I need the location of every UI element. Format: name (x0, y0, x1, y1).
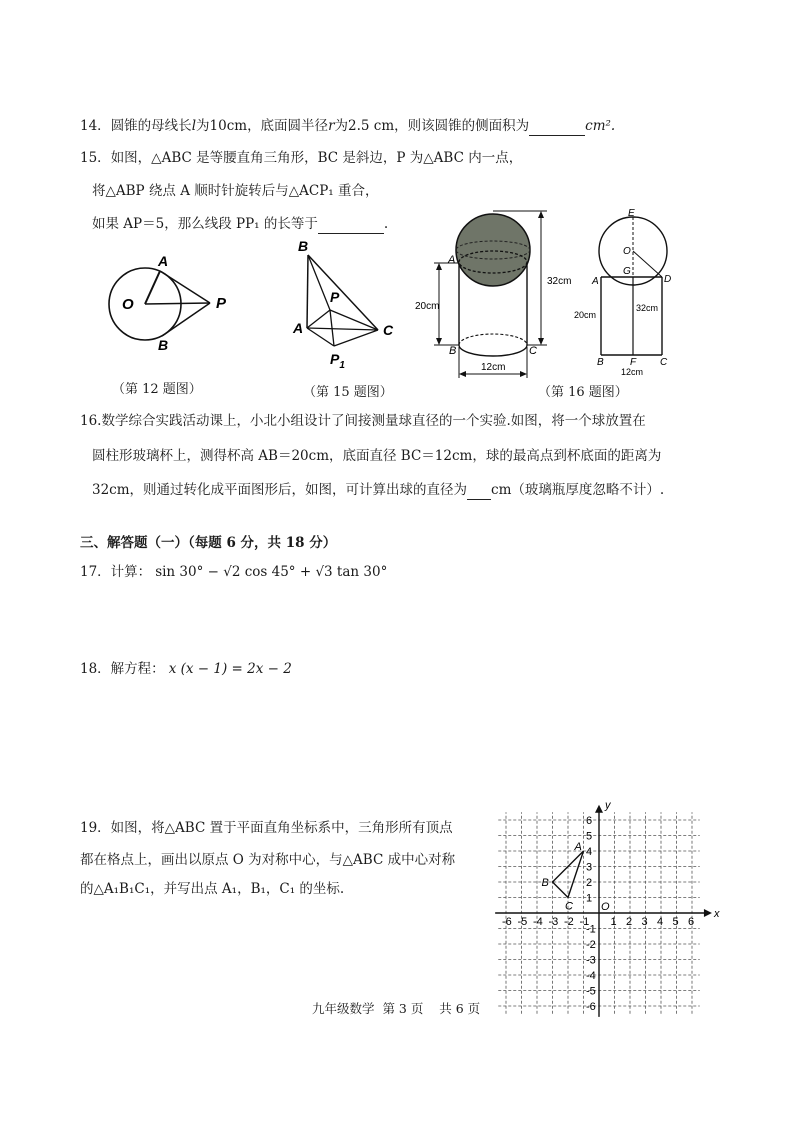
q15-line3: 如果 AP＝5，那么线段 PP₁ 的长等于 . (92, 216, 389, 232)
q15-line2: 将△ABP 绕点 A 顺时针旋转后与△ACP₁ 重合， (92, 183, 379, 199)
x-tick-label: 3 (641, 916, 648, 928)
q18: 18．解方程： x (x − 1) = 2x − 2 (80, 661, 292, 677)
y-tick-label: 3 (586, 861, 593, 874)
q17-expression: sin 30° − √2 cos 45° + √3 tan 30° (155, 564, 388, 580)
x-tick-label: 2 (626, 916, 633, 928)
y-tick-label: 1 (586, 892, 593, 905)
x-tick-label: 4 (657, 916, 664, 928)
x-tick-label: 6 (688, 916, 695, 928)
q19-line3: 的△A₁B₁C₁，并写出点 A₁，B₁，C₁ 的坐标. (80, 881, 345, 897)
fig15-label-p1: $P_1$ (330, 351, 345, 371)
coordinate-grid (495, 799, 720, 1020)
figure-12 (100, 252, 250, 352)
svg-text:12cm: 12cm (621, 367, 644, 377)
y-tick-label: 6 (586, 815, 593, 827)
page-footer: 九年级数学 第 3 页 共 6 页 (312, 1001, 481, 1016)
svg-text:O: O (623, 246, 631, 257)
y-axis-label: y (605, 799, 611, 812)
q16-answer-blank[interactable] (467, 481, 491, 500)
x-axis-arrow (704, 909, 712, 917)
y-tick-label: 2 (586, 877, 593, 889)
x-tick-label: -2 (564, 916, 574, 928)
svg-text:B: B (449, 345, 457, 357)
q16-line1: 16.数学综合实践活动课上，小北小组设计了间接测量球直径的一个实验.如图，将一个球放置在 (80, 413, 646, 429)
q16-line3: 32cm，则通过转化成平面图形后，如图，可计算出球的直径为 cm（玻璃瓶厚度忽略不计）. (92, 482, 665, 498)
fig12-label-a: A (158, 253, 169, 269)
vertex-b-label: B (541, 877, 549, 889)
y-tick-label: -2 (586, 939, 596, 951)
fig12-label-o: O (122, 296, 134, 313)
x-tick-label: 1 (610, 916, 617, 928)
fig12-caption: （第 12 题图） (112, 382, 202, 397)
q18-expression: x (x − 1) = 2x − 2 (168, 661, 292, 677)
y-tick-label: -1 (586, 923, 596, 936)
fig12-radius-oa (145, 271, 160, 304)
q15-answer-blank[interactable] (318, 215, 384, 234)
svg-text:B: B (597, 357, 604, 368)
svg-text:20cm: 20cm (574, 310, 597, 320)
y-tick-label: -6 (586, 1001, 596, 1013)
x-axis-label: x (713, 908, 720, 920)
q14-answer-blank[interactable] (529, 117, 585, 136)
x-tick-label: -4 (533, 916, 543, 928)
svg-text:G: G (623, 266, 631, 277)
vertex-a-label: A (574, 841, 582, 853)
y-tick-label: 5 (586, 830, 593, 843)
fig15-label-a: A (293, 320, 304, 336)
q17: 17．计算： sin 30° − √2 cos 45° + √3 tan 30° (80, 564, 388, 580)
q16-line2: 圆柱形玻璃杯上，测得杯高 AB＝20cm，底面直径 BC＝12cm，球的最高点到杯底面的距离为 (92, 448, 662, 464)
fig16-caption: （第 16 题图） (538, 385, 628, 400)
y-tick-label: 4 (586, 846, 593, 858)
svg-text:F: F (630, 357, 637, 368)
x-tick-label: -6 (502, 916, 512, 928)
q15-num: 15． (80, 150, 111, 166)
fig15-label-p: P (330, 289, 340, 305)
svg-text:32cm: 32cm (636, 303, 659, 313)
svg-text:E: E (628, 208, 635, 219)
x-tick-label: -1 (579, 916, 590, 928)
origin-label: O (601, 901, 610, 913)
svg-text:D: D (664, 274, 672, 285)
fig16-sphere (456, 214, 530, 286)
figure-16-glass (415, 202, 575, 382)
figure-15 (290, 237, 405, 372)
fig12-tangent-a (160, 271, 210, 303)
q19-line2: 都在格点上，画出以原点 O 为对称中心，与△ABC 成中心对称 (80, 852, 456, 868)
section3-title: 三、解答题（一）（每题 6 分，共 18 分） (80, 535, 337, 551)
q19-line1: 19．如图，将△ABC 置于平面直角坐标系中，三角形所有顶点 (80, 820, 453, 836)
svg-text:C: C (660, 357, 668, 368)
fig12-label-b: B (158, 337, 169, 353)
q15-line1: 15．如图，△ABC 是等腰直角三角形，BC 是斜边，P 为△ABC 内一点， (80, 150, 523, 166)
q14: 14．圆锥的母线长l为10cm，底面圆半径r为2.5 cm，则该圆锥的侧面积为 cm². (80, 118, 616, 134)
fig12-segment-op (145, 303, 210, 304)
y-axis-arrow (595, 805, 603, 813)
svg-text:C: C (529, 345, 537, 357)
fig12-label-p: P (216, 295, 227, 312)
fig15-label-c: C (383, 322, 394, 338)
x-tick-label: 5 (672, 916, 679, 928)
fig12-tangent-b (162, 303, 210, 336)
svg-text:20cm: 20cm (415, 301, 440, 312)
x-tick-label: -3 (548, 916, 559, 928)
y-tick-label: -5 (586, 985, 596, 998)
y-tick-label: -4 (586, 970, 596, 982)
x-tick-label: -5 (517, 916, 528, 928)
svg-text:32cm: 32cm (547, 276, 572, 287)
vertex-c-label: C (565, 900, 573, 913)
svg-text:A: A (592, 276, 599, 287)
svg-text:A: A (448, 254, 456, 266)
fig15-caption: （第 15 题图） (303, 385, 393, 400)
y-tick-label: -3 (586, 954, 596, 967)
q14-num: 14． (80, 118, 111, 134)
figure-16-plane (570, 208, 680, 378)
svg-text:12cm: 12cm (481, 362, 506, 373)
fig15-label-b: B (298, 238, 309, 254)
